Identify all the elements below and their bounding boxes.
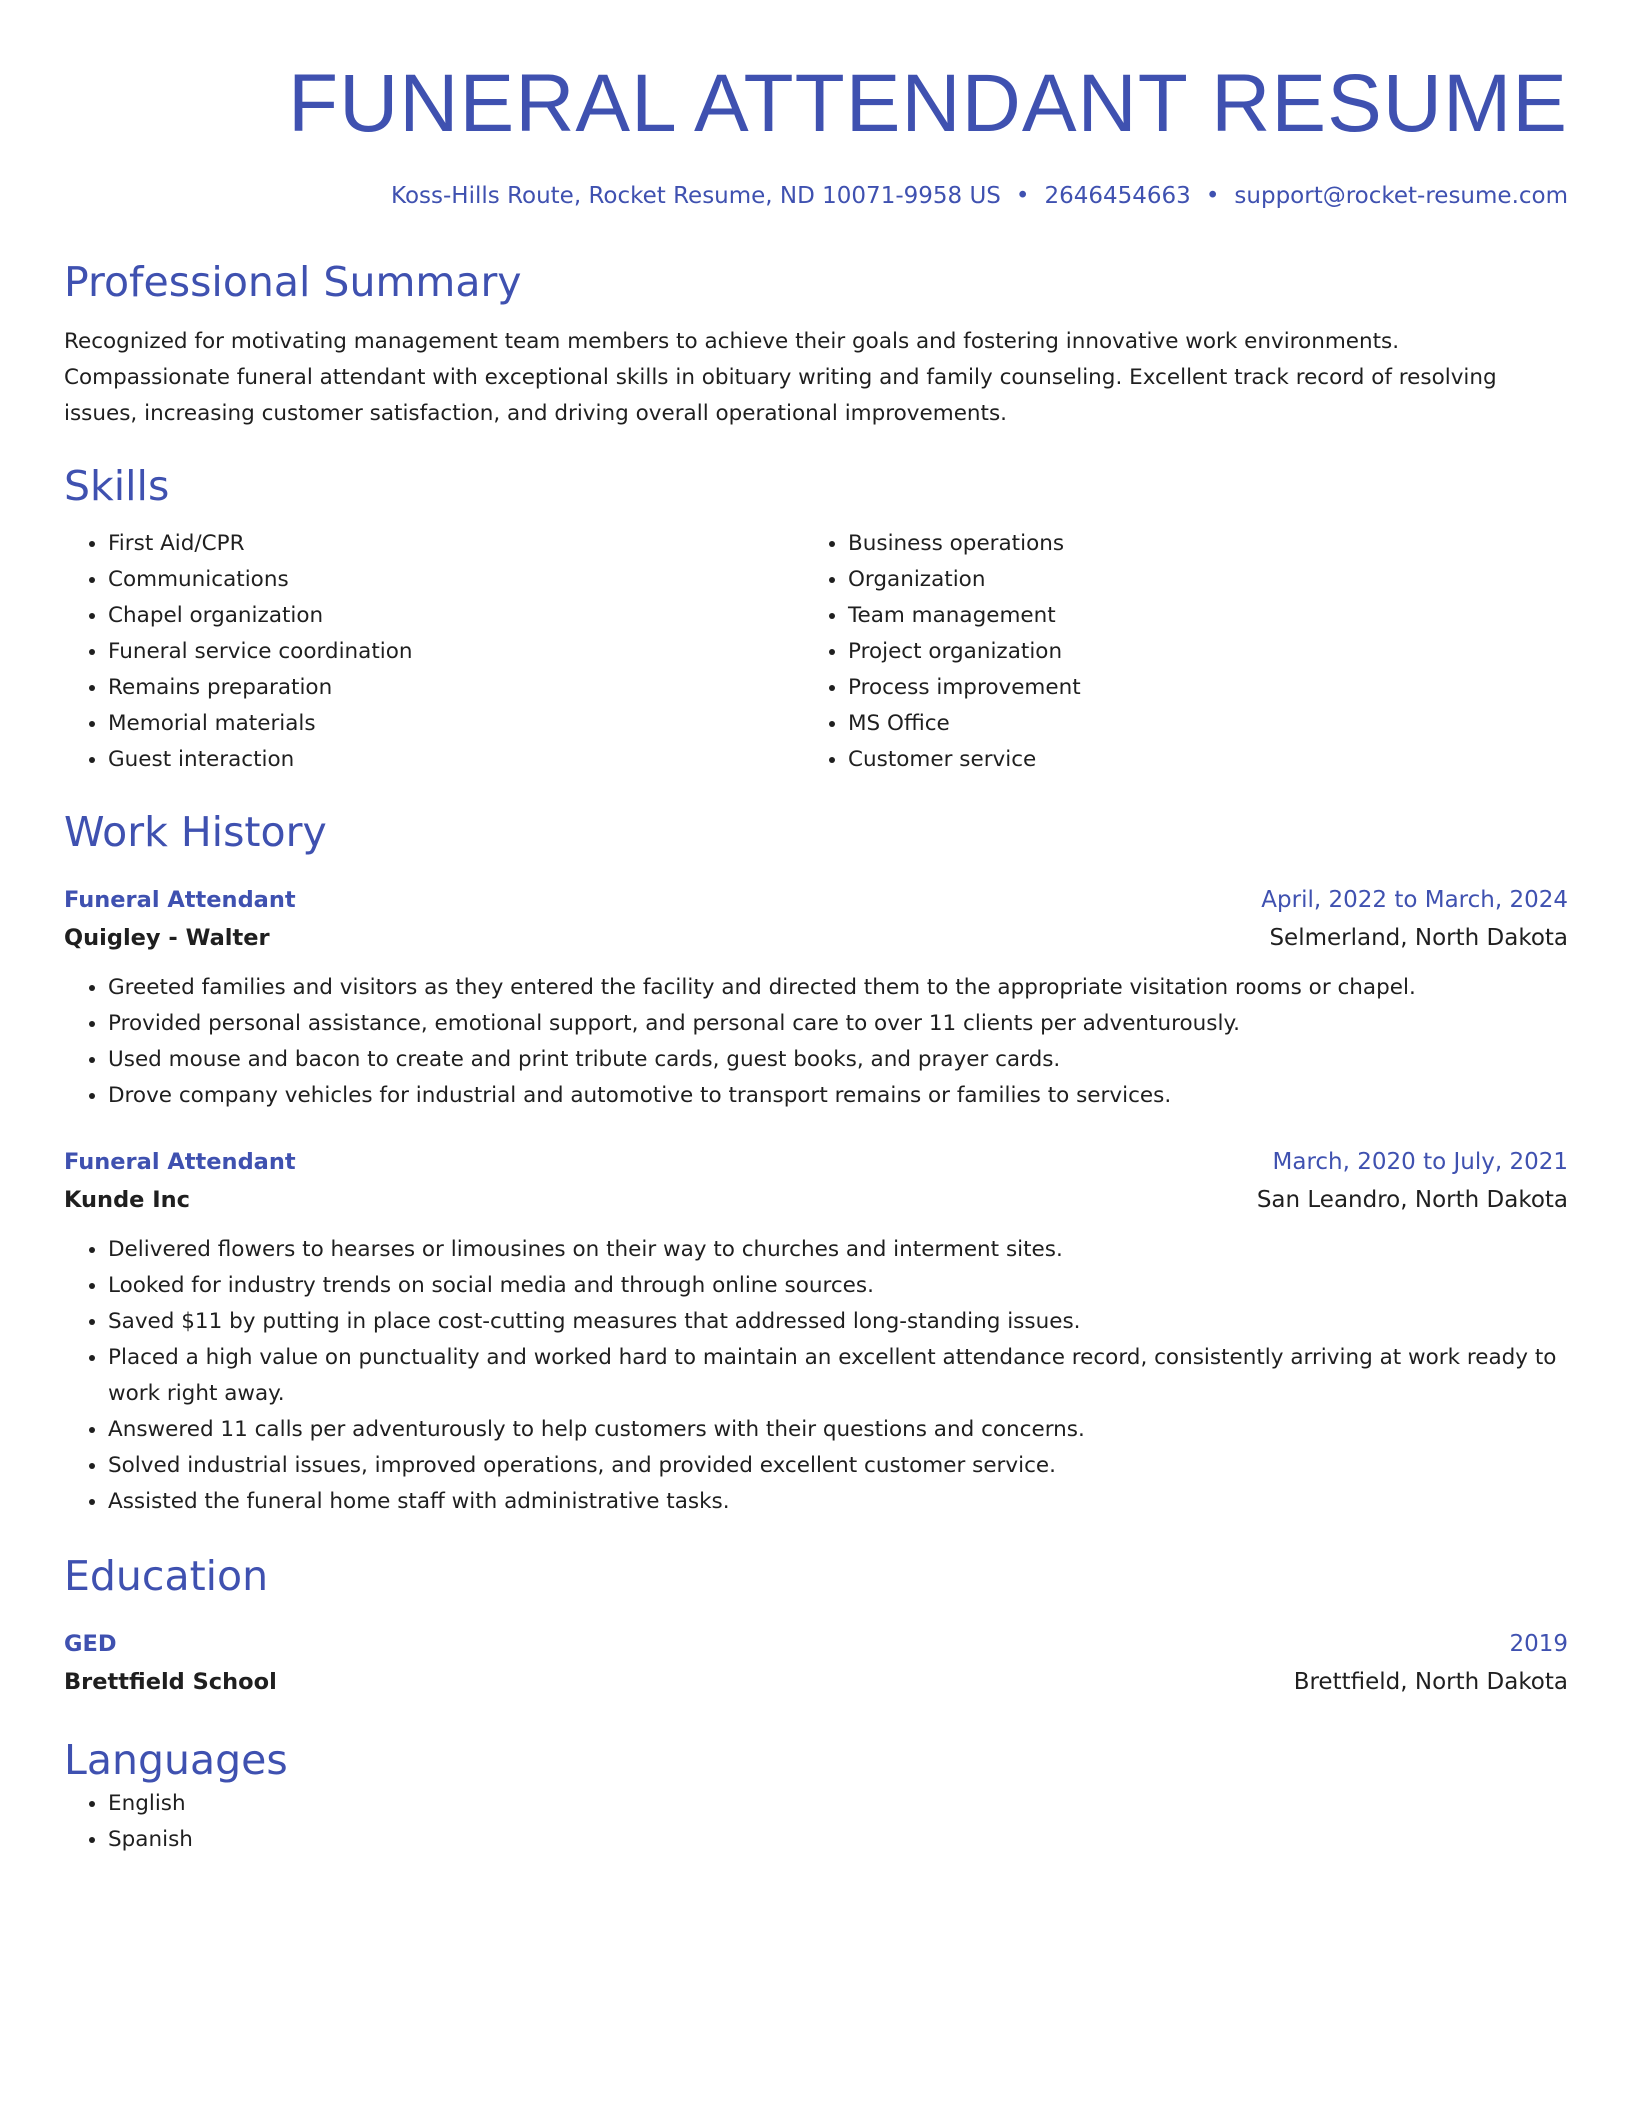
skill-item: • Funeral service coordination [108,634,804,670]
education-school: Brettfield School [64,1669,277,1695]
duty-item: • Looked for industry trends on social media and through online sources. [108,1268,1568,1304]
section-heading-work-history: Work History [64,808,327,856]
duty-item: • Delivered flowers to hearses or limousines on their way to churches and interment sites. [108,1232,1568,1268]
section-heading-languages: Languages [64,1736,288,1784]
job-title-row [64,1144,1568,1180]
skill-item: • Project organization [848,634,1568,670]
contact-address: Koss-Hills Route, Rocket Resume, ND 10071-9958 US [391,183,1001,209]
skills-list-right [804,526,1568,778]
duty-item: • Saved $11 by putting in place cost-cutting measures that addressed long-standing issues. [108,1304,1568,1340]
skill-item: • First Aid/CPR [108,526,804,562]
duty-item: • Assisted the funeral home staff with administrative tasks. [108,1484,1568,1520]
duty-item: • Provided personal assistance, emotional support, and personal care to over 11 clients per adventurously. [108,1006,1568,1042]
skill-item: • Memorial materials [108,706,804,742]
languages-list [64,1786,1568,1858]
education-degree-row [64,1626,1568,1662]
job-title: Funeral Attendant [64,887,296,913]
job-entry [64,882,1568,1114]
section-heading-skills: Skills [64,462,170,510]
skill-item: • Team management [848,598,1568,634]
education-entry [64,1626,1568,1702]
education-degree: GED [64,1631,117,1657]
duty-item: • Drove company vehicles for industrial and automotive to transport remains or families to services. [108,1078,1568,1114]
job-duties [64,970,1568,1114]
bullet-separator: • [1205,183,1220,209]
skill-item: • Remains preparation [108,670,804,706]
duty-item: • Greeted families and visitors as they entered the facility and directed them to the appropriate visitation rooms or chapel. [108,970,1568,1006]
skill-item: • Communications [108,562,804,598]
duty-item: • Used mouse and bacon to create and print tribute cards, guest books, and prayer cards. [108,1042,1568,1078]
job-location: Selmerland, North Dakota [1269,925,1568,951]
job-company: Quigley - Walter [64,925,270,951]
skills-list-left [64,526,804,778]
skills-grid [64,526,1568,778]
duty-item: • Solved industrial issues, improved operations, and provided excellent customer service. [108,1448,1568,1484]
contact-email: support@rocket-resume.com [1234,183,1568,209]
job-entry [64,1144,1568,1520]
duty-item: • Placed a high value on punctuality and worked hard to maintain an excellent attendance record, consistently arriving at work ready to work right away. [108,1340,1568,1412]
skill-item: • Process improvement [848,670,1568,706]
job-company-row [64,1180,1568,1220]
job-location: San Leandro, North Dakota [1256,1187,1568,1213]
skill-item: • MS Office [848,706,1568,742]
resume-title: FUNERAL ATTENDANT RESUME [288,58,1568,149]
resume-header [64,54,1568,212]
contact-phone: 2646454663 [1044,183,1191,209]
education-year: 2019 [1509,1631,1568,1657]
education-location: Brettfield, North Dakota [1293,1669,1568,1695]
job-duties [64,1232,1568,1520]
skill-item: • Chapel organization [108,598,804,634]
job-dates: March, 2020 to July, 2021 [1272,1149,1568,1175]
summary-text: Recognized for motivating management team members to achieve their goals and fostering innovative work environments. Compassionate funeral attendant with exceptional skills in obituary writing and family counseling. Excellent track record of resolving issues, increasing customer satisfaction, and driving overall operational improvements. [64,329,1497,426]
skill-item: • Customer service [848,742,1568,778]
section-heading-summary: Professional Summary [64,258,522,306]
language-item: • Spanish [108,1822,1568,1858]
section-heading-education: Education [64,1552,269,1600]
contact-line [64,180,1568,212]
job-title: Funeral Attendant [64,1149,296,1175]
skill-item: • Business operations [848,526,1568,562]
skill-item: • Organization [848,562,1568,598]
job-dates: April, 2022 to March, 2024 [1261,887,1568,913]
education-school-row [64,1662,1568,1702]
job-company: Kunde Inc [64,1187,191,1213]
duty-item: • Answered 11 calls per adventurously to help customers with their questions and concerns. [108,1412,1568,1448]
skill-item: • Guest interaction [108,742,804,778]
job-title-row [64,882,1568,918]
job-company-row [64,918,1568,958]
language-item: • English [108,1786,1568,1822]
bullet-separator: • [1015,183,1030,209]
